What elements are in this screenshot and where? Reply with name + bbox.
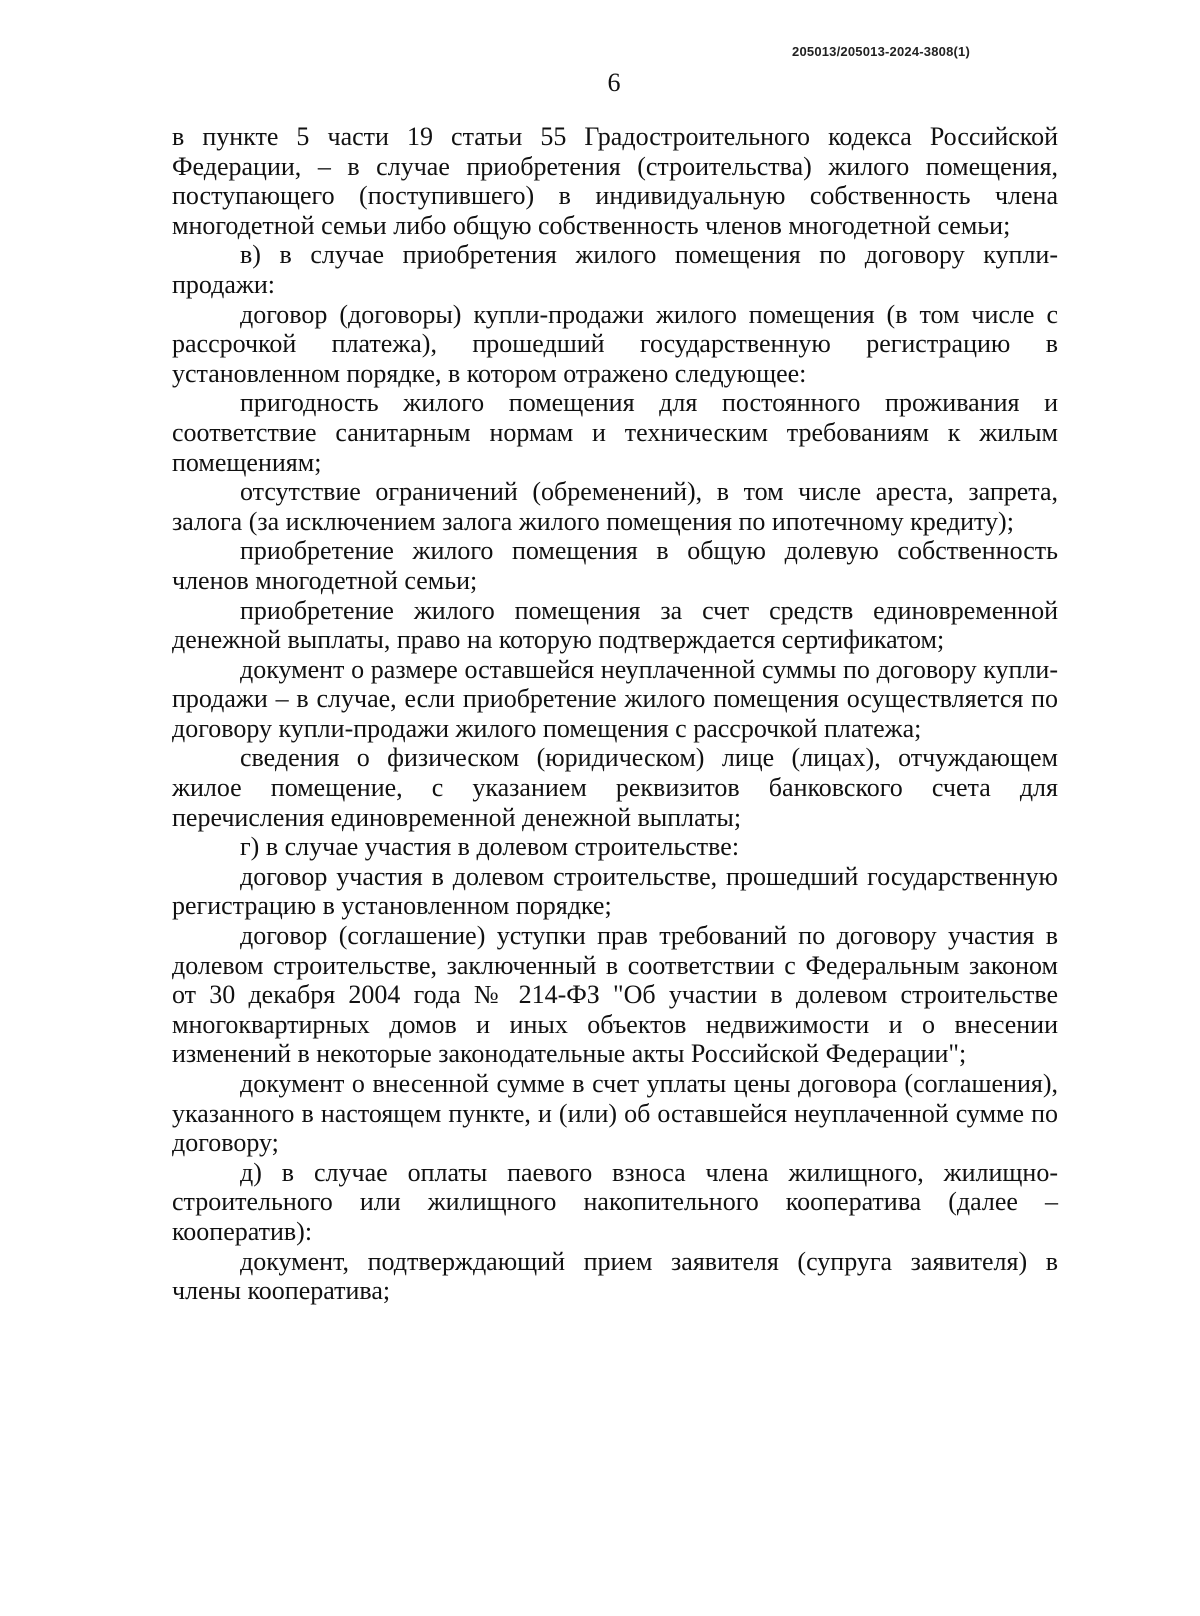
paragraph: сведения о физическом (юридическом) лице (лицах), отчуждающем жилое помещение, с указанием реквизитов банковского счета для перечисления единовременной денежной выплаты; — [172, 743, 1058, 832]
paragraph: отсутствие ограничений (обременений), в том числе ареста, запрета, залога (за исключением залога жилого помещения по ипотечному кредиту); — [172, 477, 1058, 536]
paragraph: приобретение жилого помещения в общую долевую собственность членов многодетной семьи; — [172, 536, 1058, 595]
paragraph: пригодность жилого помещения для постоянного проживания и соответствие санитарным нормам и техническим требованиям к жилым помещениям; — [172, 388, 1058, 477]
paragraph: г) в случае участия в долевом строительстве: — [240, 832, 740, 862]
paragraph: договор (соглашение) уступки прав требований по договору участия в долевом строительстве, заключенный в соответствии с Федеральным законом от 30 декабря 2004 года № 214-ФЗ "Об участии в долевом строительстве многоквартирных домов и иных объектов недвижимости и о внесении изменений в некоторые законодательные акты Российской Федерации"; — [172, 921, 1058, 1069]
page-number: 6 — [607, 68, 621, 97]
paragraph: в пункте 5 части 19 статьи 55 Градостроительного кодекса Российской Федерации, – в случае приобретения (строительства) жилого помещения, поступающего (поступившего) в индивидуальную собственность члена многодетной семьи либо общую собственность членов многодетной семьи; — [172, 122, 1058, 240]
paragraph: документ о размере оставшейся неуплаченной суммы по договору купли-продажи – в случае, если приобретение жилого помещения осуществляется по договору купли-продажи жилого помещения с рассрочкой платежа; — [172, 654, 1058, 743]
paragraph: договор (договоры) купли-продажи жилого помещения (в том числе с рассрочкой платежа), прошедший государственную регистрацию в установленном порядке, в котором отражено следующее: — [172, 299, 1058, 388]
paragraph: д) в случае оплаты паевого взноса члена жилищного, жилищно-строительного или жилищного накопительного кооператива (далее – кооператив): — [172, 1157, 1058, 1246]
paragraph: документ о внесенной сумме в счет уплаты цены договора (соглашения), указанного в настоящем пункте, и (или) об оставшейся неуплаченной сумме по договору; — [172, 1069, 1058, 1158]
paragraph: в) в случае приобретения жилого помещения по договору купли-продажи: — [172, 240, 1058, 299]
document-body — [172, 122, 1058, 1306]
paragraph: приобретение жилого помещения за счет средств единовременной денежной выплаты, право на которую подтверждается сертификатом; — [172, 595, 1058, 655]
document-id: 205013/205013-2024-3808(1) — [792, 44, 970, 59]
paragraph: документ, подтверждающий прием заявителя (супруга заявителя) в члены кооператива; — [172, 1246, 1058, 1306]
paragraph: договор участия в долевом строительстве, прошедший государственную регистрацию в установленном порядке; — [172, 861, 1058, 921]
